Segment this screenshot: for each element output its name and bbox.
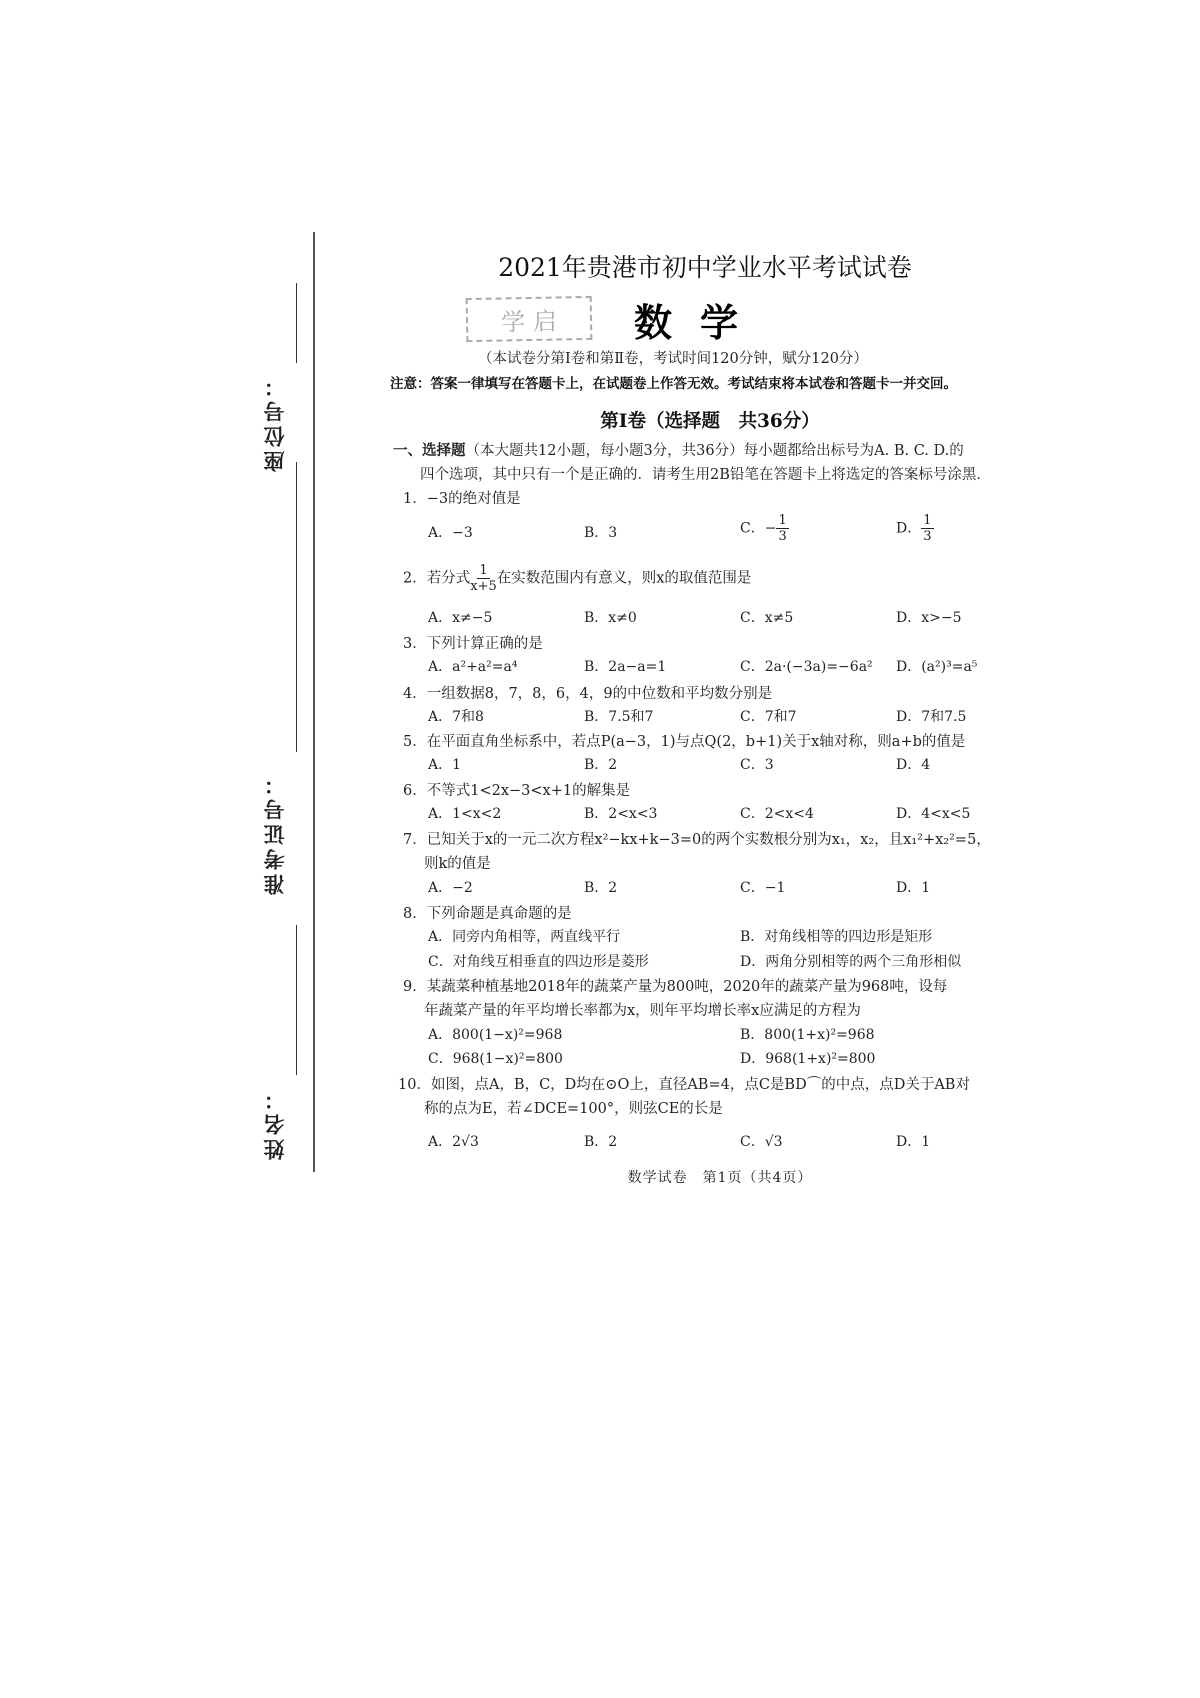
q3-option-a: A．a²+a²=a⁴ (428, 659, 518, 675)
q3-option-b: B．2a−a=1 (584, 659, 667, 675)
q5-stem: 5．在平面直角坐标系中，若点P(a−3，1)与点Q(2，b+1)关于x轴对称，则a+b的值是 (403, 734, 966, 750)
exam-title: 2021年贵港市初中学业水平考试试卷 (498, 253, 912, 282)
q7-option-b: B．2 (584, 880, 618, 896)
section-head: 一、选择题 (393, 443, 466, 459)
q4-option-a: A．7和8 (428, 709, 484, 725)
q8-option-a: A．同旁内角相等，两直线平行 (428, 929, 621, 945)
q1-option-a: A．−3 (428, 525, 473, 541)
q6-option-b: B．2<x<3 (584, 806, 658, 822)
exam-note: （本试卷分第Ⅰ卷和第Ⅱ卷，考试时间120分钟，赋分120分） (478, 351, 868, 367)
q4-option-d: D．7和7.5 (896, 709, 967, 725)
q9-stem-cont: 年蔬菜产量的年平均增长率都为x，则年平均增长率x应满足的方程为 (424, 1003, 861, 1019)
subject-title: 数学 (633, 300, 766, 345)
q2-option-c: C．x≠5 (740, 610, 794, 626)
q10-option-a: A．2√3 (428, 1134, 479, 1150)
binding-line (313, 232, 315, 1172)
name-label: 姓名： (263, 1085, 287, 1160)
q2-option-d: D．x>−5 (896, 610, 962, 626)
section-instructions (393, 439, 993, 487)
exam-no-label: 准考证号： (263, 770, 287, 895)
faded-stamp: 学 启 (466, 296, 593, 342)
q9-stem: 9．某蔬菜种植基地2018年的蔬菜产量为800吨，2020年的蔬菜产量为968吨，设每 (403, 979, 948, 995)
q10-option-d: D．1 (896, 1134, 931, 1150)
q10-option-b: B．2 (584, 1134, 618, 1150)
q7-option-d: D．1 (896, 880, 931, 896)
page-footer: 数学试卷 第1页（共4页） (627, 1170, 813, 1186)
q6-option-c: C．2<x<4 (740, 806, 814, 822)
q7-stem-cont: 则k的值是 (424, 856, 491, 872)
q7-stem: 7．已知关于x的一元二次方程x²−kx+k−3=0的两个实数根分别为x₁，x₂，且x₁²+x₂²=5， (403, 832, 991, 848)
q4-option-c: C．7和7 (740, 709, 797, 725)
q3-stem: 3．下列计算正确的是 (403, 636, 543, 652)
q10-stem-cont: 称的点为E，若∠DCE=100°，则弦CE的长是 (424, 1101, 723, 1117)
q9-option-a: A．800(1−x)²=968 (428, 1027, 563, 1043)
q9-option-d: D．968(1+x)²=800 (740, 1051, 876, 1067)
q4-option-b: B．7.5和7 (584, 709, 654, 725)
q2-option-b: B．x≠0 (584, 610, 637, 626)
q5-option-b: B．2 (584, 757, 618, 773)
q6-stem: 6．不等式1<2x−3<x+1的解集是 (403, 783, 631, 799)
part-one-heading: 第Ⅰ卷（选择题 共36分） (600, 411, 820, 432)
q9-option-c: C．968(1−x)²=800 (428, 1051, 563, 1067)
q10-stem: 10．如图，点A，B，C，D均在⊙O上，直径AB=4，点C是BD⌒的中点，点D关于AB对 (398, 1077, 970, 1093)
q5-option-d: D．4 (896, 757, 931, 773)
seat-label: 座位号： (263, 372, 287, 472)
q1-option-d: D． $\frac{1}{3}$ (896, 513, 932, 544)
q4-stem: 4．一组数据8，7，8，6，4，9的中位数和平均数分别是 (403, 686, 773, 702)
q8-option-b: B．对角线相等的四边形是矩形 (740, 929, 933, 945)
q5-option-a: A．1 (428, 757, 462, 773)
q2-option-a: A．x≠−5 (428, 610, 493, 626)
q5-option-c: C．3 (740, 757, 774, 773)
q9-option-b: B．800(1+x)²=968 (740, 1027, 875, 1043)
q3-option-d: D．(a²)³=a⁵ (896, 659, 978, 675)
q6-option-d: D．4<x<5 (896, 806, 971, 822)
q7-option-a: A．−2 (428, 880, 473, 896)
q6-option-a: A．1<x<2 (428, 806, 502, 822)
q7-option-c: C．−1 (740, 880, 786, 896)
q1-option-b: B．3 (584, 525, 618, 541)
q10-option-c: C．√3 (740, 1134, 783, 1150)
q3-option-c: C．2a·(−3a)=−6a² (740, 659, 873, 675)
exam-no-blank-top (296, 462, 297, 752)
section-line1: （本大题共12小题，每小题3分，共36分）每小题都给出标号为A. B. C. D.的 (465, 443, 964, 459)
q8-option-c: C．对角线互相垂直的四边形是菱形 (428, 954, 649, 970)
seat-blank (296, 283, 297, 363)
q8-stem: 8．下列命题是真命题的是 (403, 906, 572, 922)
q1-stem: 1．−3的绝对值是 (403, 491, 521, 507)
section-line2: 四个选项，其中只有一个是正确的．请考生用2B铅笔在答题卡上将选定的答案标号涂黑． (420, 467, 991, 483)
attention-note: 注意：答案一律填写在答题卡上，在试题卷上作答无效。考试结束将本试卷和答题卡一并交回。 (390, 376, 957, 392)
name-blank (296, 925, 297, 1075)
q1-option-c: C．− $\frac{1}{3}$ (740, 513, 787, 544)
q8-option-d: D．两角分别相等的两个三角形相似 (740, 954, 962, 970)
q2-stem: 2．若分式 $\frac{1}{x+5}$ 在实数范围内有意义，则x的取值范围是 (403, 563, 752, 594)
